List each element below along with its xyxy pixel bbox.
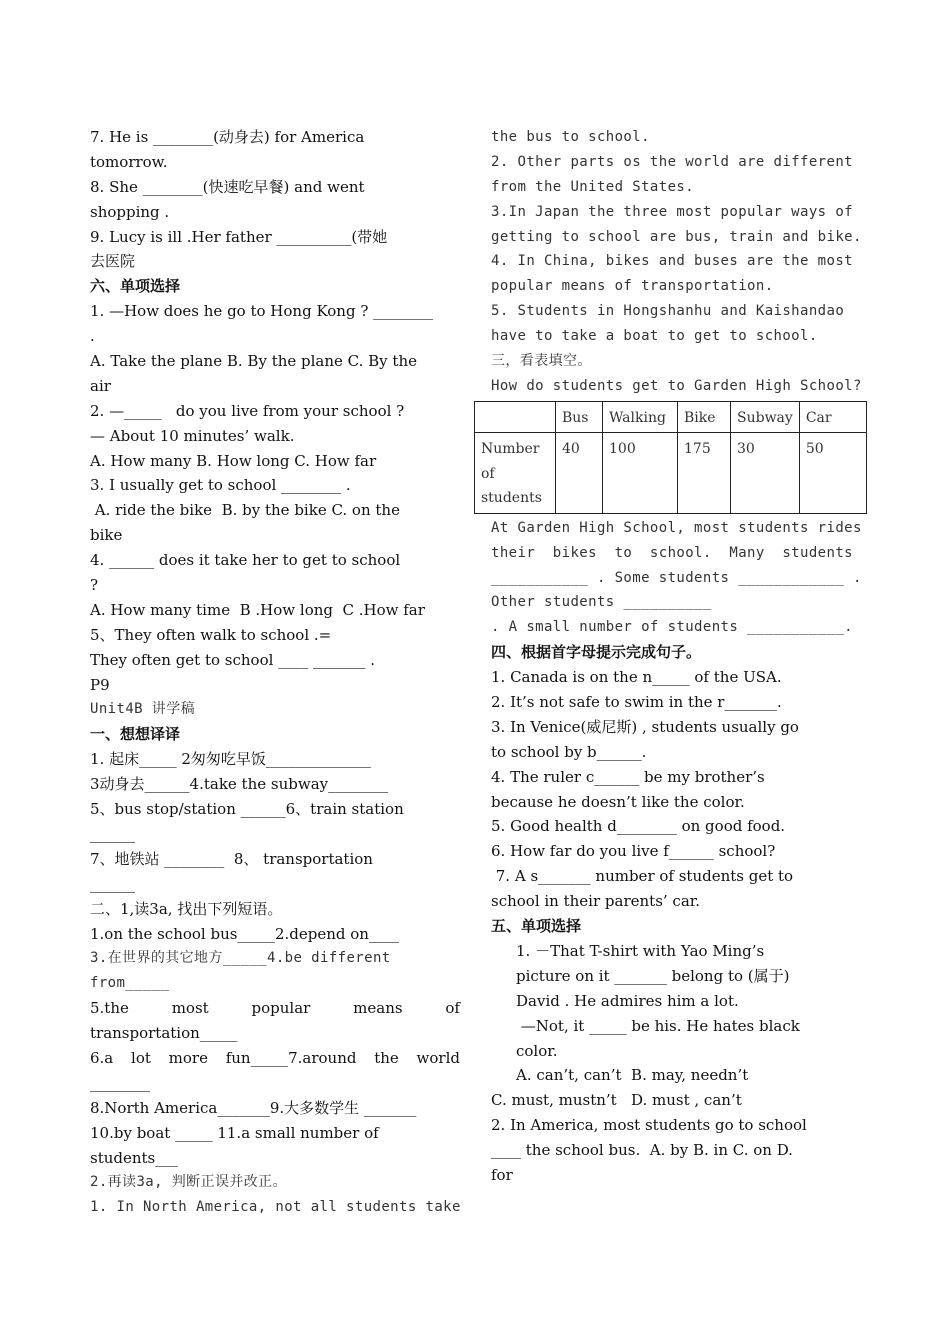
text-line: 7. A s_______ number of students get to xyxy=(491,867,794,886)
text-line: 5. Students in Hongshanhu and Kaishandao xyxy=(491,303,845,320)
text-line: 6.a lot more fun_____7.around the world xyxy=(90,1048,460,1067)
right-column-top xyxy=(491,125,861,399)
text-line: school in their parents’ car. xyxy=(491,892,701,911)
text-line: 2. It’s not safe to swim in the r_______. xyxy=(491,693,782,712)
text-line: shopping . xyxy=(90,202,170,221)
text-line: getting to school are bus, train and bike. xyxy=(491,228,862,245)
text-line: They often get to school ____ _______ . xyxy=(90,650,375,669)
text-line: 5、They often walk to school .= xyxy=(90,625,332,644)
text-line: 2.再读3a, 判断正误并改正。 xyxy=(90,1174,287,1191)
text-line: — About 10 minutes’ walk. xyxy=(90,426,295,445)
text-line: 1. Canada is on the n_____ of the USA. xyxy=(491,668,782,687)
text-line: 3. In Venice(威尼斯) , students usually go xyxy=(491,717,799,736)
table-header-bike: Bike xyxy=(678,401,731,433)
right-column-bottom xyxy=(491,516,861,1188)
text-line: 2. In America, most students go to school xyxy=(491,1116,807,1135)
text-line: 一、想想译译 xyxy=(90,725,181,744)
row-label-line: students xyxy=(481,490,542,507)
text-line: A. How many B. How long C. How far xyxy=(90,451,377,470)
text-line: David . He admires him a lot. xyxy=(516,991,739,1010)
text-line: the bus to school. xyxy=(491,129,650,145)
text-line: from the United States. xyxy=(491,178,695,195)
text-line: because he doesn’t like the color. xyxy=(491,792,745,811)
text-line: tomorrow. xyxy=(90,152,168,171)
text-line: 1. 起床_____ 2匆匆吃早饭______________ xyxy=(90,750,371,769)
text-line: 6. How far do you live f______ school? xyxy=(491,842,776,861)
table-cell-bike: 175 xyxy=(678,433,731,514)
text-line: 四、根据首字母提示完成句子。 xyxy=(491,643,702,662)
text-line: 六、单项选择 xyxy=(90,277,181,296)
text-line: picture on it _______ belong to (属于) xyxy=(516,966,790,985)
text-line: . xyxy=(90,327,95,346)
text-line: How do students get to Garden High School? xyxy=(491,377,862,394)
text-line: P9 xyxy=(90,675,110,694)
text-line: have to take a boat to get to school. xyxy=(491,328,818,345)
text-line: Other students __________ xyxy=(491,594,712,611)
text-line: 3. I usually get to school ________ . xyxy=(90,476,351,495)
table-cell-car: 50 xyxy=(799,433,866,514)
row-label-line: Number xyxy=(481,441,540,458)
text-line: 5、bus stop/station ______6、train station xyxy=(90,800,404,819)
text-line: 7. He is ________(动身去) for America xyxy=(90,128,365,146)
table-header-row xyxy=(475,401,867,433)
text-line: A. How many time B .How long C .How far xyxy=(90,600,425,619)
text-line: 4. The ruler c______ be my brother’s xyxy=(491,767,765,786)
text-line: popular means of transportation. xyxy=(491,278,774,295)
text-line: ____ the school bus. A. by B. in C. on D. xyxy=(491,1141,793,1160)
text-line: C. must, mustn’t D. must , can’t xyxy=(491,1091,742,1110)
text-line: 8. She ________(快速吃早餐) and went xyxy=(90,177,365,196)
text-line: 10.by boat _____ 11.a small number of xyxy=(90,1123,379,1142)
right-column xyxy=(481,125,862,1188)
text-line: 二、1,读3a, 找出下列短语。 xyxy=(90,899,283,918)
text-line: A. can’t, can’t B. may, needn’t xyxy=(516,1066,749,1085)
table-cell-walking: 100 xyxy=(603,433,678,514)
text-line: ______ xyxy=(90,824,135,843)
text-line: 1. —How does he go to Hong Kong ? ________ xyxy=(90,302,434,321)
text-line: ________ xyxy=(90,1073,150,1092)
text-line: from_____ xyxy=(90,975,170,992)
text-line: ______ xyxy=(90,874,135,893)
text-line: their bikes to school. Many students xyxy=(491,544,853,561)
text-line: 1.on the school bus_____2.depend on____ xyxy=(90,924,399,943)
text-line: 7、地铁站 ________ 8、 transportation xyxy=(90,849,373,868)
text-line: 三，看表填空。 xyxy=(491,353,592,370)
table-row xyxy=(475,433,867,514)
text-line: Unit4B 讲学稿 xyxy=(90,701,196,718)
text-line: 2. Other parts os the world are different xyxy=(491,153,853,170)
table-cell-bus: 40 xyxy=(556,433,603,514)
transport-table xyxy=(474,401,867,514)
text-line: A. Take the plane B. By the plane C. By the xyxy=(90,352,417,371)
text-line: ___________ . Some students ____________ . xyxy=(491,569,862,586)
text-line: transportation_____ xyxy=(90,1024,238,1043)
text-line: 5.the most popular means of xyxy=(90,999,460,1018)
table-row-label xyxy=(475,433,556,514)
text-line: 1. In North America, not all students take xyxy=(90,1199,461,1216)
text-line: 8.North America_______9.大多数学生 _______ xyxy=(90,1098,417,1117)
table-cell-subway: 30 xyxy=(731,433,800,514)
row-label-line: of xyxy=(481,465,495,482)
text-line: 五、单项选择 xyxy=(491,917,582,936)
text-line: 4. ______ does it take her to get to school xyxy=(90,551,401,570)
text-line: A. ride the bike B. by the bike C. on the xyxy=(90,501,400,520)
text-line: . A small number of students ___________. xyxy=(491,619,853,636)
text-line: ? xyxy=(90,576,99,595)
text-line: 2. —_____ do you live from your school ? xyxy=(90,401,405,420)
text-line: 1. －That T-shirt with Yao Ming’s xyxy=(516,941,765,960)
text-line: 9. Lucy is ill .Her father __________(带她 xyxy=(90,227,388,246)
table-cell-corner xyxy=(475,401,556,433)
table-header-car: Car xyxy=(799,401,866,433)
text-line: 4. In China, bikes and buses are the most xyxy=(491,253,853,270)
text-line: 3.In Japan the three most popular ways of xyxy=(491,203,853,220)
table-header-bus: Bus xyxy=(556,401,603,433)
table-header-subway: Subway xyxy=(731,401,800,433)
table-header-walking: Walking xyxy=(603,401,678,433)
left-column xyxy=(90,125,460,1220)
text-line: color. xyxy=(516,1041,558,1060)
text-line: 5. Good health d________ on good food. xyxy=(491,817,786,836)
text-line: air xyxy=(90,376,111,395)
text-line: bike xyxy=(90,526,123,545)
text-line: to school by b______. xyxy=(491,742,647,761)
text-line: 3.在世界的其它地方_____4.be different xyxy=(90,950,391,967)
text-line: 3动身去______4.take the subway________ xyxy=(90,775,389,794)
text-line: for xyxy=(491,1165,513,1184)
text-line: students___ xyxy=(90,1148,178,1167)
text-line: 去医院 xyxy=(90,252,136,271)
text-line: —Not, it _____ be his. He hates black xyxy=(516,1016,800,1035)
text-line: At Garden High School, most students rides xyxy=(491,519,862,536)
